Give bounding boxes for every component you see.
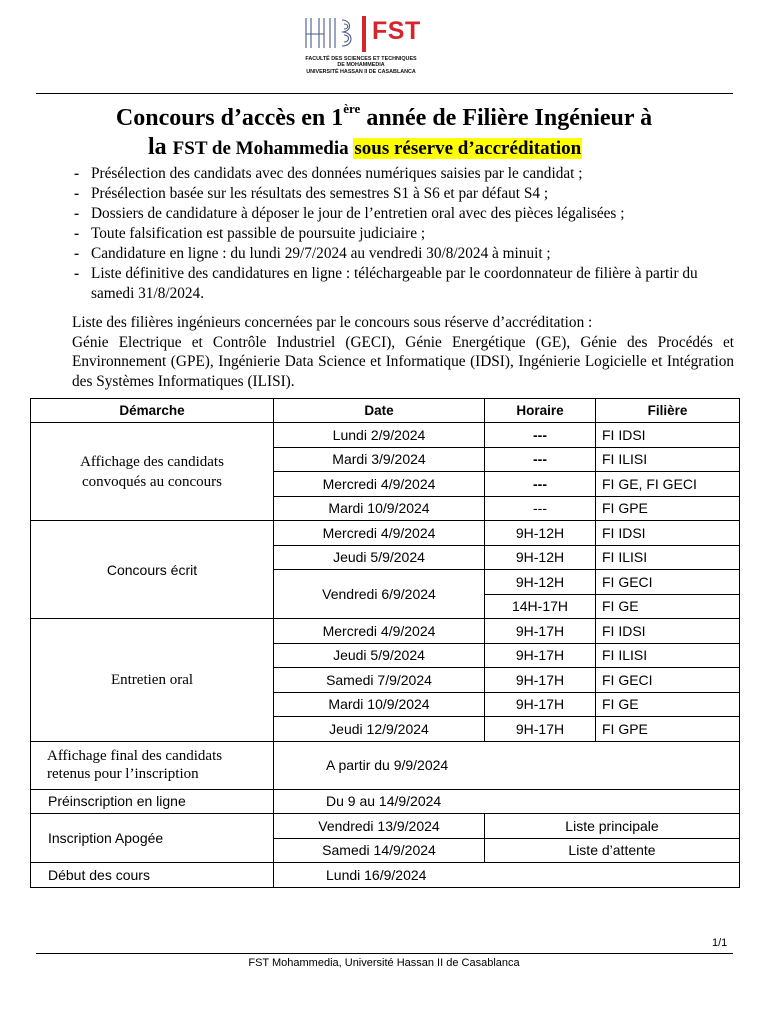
column-header: Démarche	[31, 399, 274, 423]
list-item: - Toute falsification est passible de poursuite judiciaire ;	[72, 224, 734, 244]
date-cell: Lundi 16/9/2024	[274, 863, 740, 888]
program-cell: FI IDSI	[596, 521, 740, 546]
step-label: Affichage des candidats convoqués au concours	[31, 423, 274, 521]
date-cell: Jeudi 5/9/2024	[274, 545, 485, 570]
step-label: Début des cours	[31, 863, 274, 888]
concerned-list: Génie Electrique et Contrôle Industriel (GECI), Génie Energétique (GE), Génie des Procédés et Environnement (GPE), Ingénierie Data Science et Informatique (IDSI), Ingénierie Logicielle et Intégration des Systèmes Informatiques (ILISI).	[72, 333, 734, 390]
fst-logo	[298, 12, 428, 76]
footer-divider	[36, 953, 733, 954]
list-item: - Présélection basée sur les résultats des semestres S1 à S6 et par défaut S4 ;	[72, 184, 734, 204]
table-row	[31, 814, 740, 839]
step-label: Préinscription en ligne	[31, 789, 274, 814]
schedule-table	[30, 398, 740, 888]
logo-fst-text: FST	[372, 17, 421, 45]
table-row	[31, 423, 740, 448]
program-cell: FI GE	[596, 594, 740, 619]
program-cell: FI GECI	[596, 668, 740, 693]
title-text: Concours d’accès en 1	[115, 105, 344, 131]
time-cell: ---	[485, 496, 596, 521]
title-highlight: sous réserve d’accréditation	[354, 138, 582, 159]
logo-caption-line: FACULTÉ DES SCIENCES ET TECHNIQUES	[305, 56, 417, 62]
time-cell: 9H-12H	[485, 545, 596, 570]
date-cell: Du 9 au 14/9/2024	[274, 789, 740, 814]
column-header: Horaire	[485, 399, 596, 423]
title-text: la	[148, 134, 173, 160]
table-header-row	[31, 399, 740, 423]
footer-text: FST Mohammedia, Université Hassan II de Casablanca	[248, 957, 520, 969]
list-item: - Candidature en ligne : du lundi 29/7/2024 au vendredi 30/8/2024 à minuit ;	[72, 244, 734, 264]
page-title-line-2	[148, 134, 582, 161]
time-cell: ---	[485, 472, 596, 497]
title-text: année de Filière Ingénieur à	[360, 105, 653, 131]
date-cell: Samedi 14/9/2024	[274, 838, 485, 863]
concerned-programs	[72, 313, 734, 391]
program-cell: FI ILISI	[596, 447, 740, 472]
table-row	[31, 521, 740, 546]
time-cell: ---	[485, 447, 596, 472]
time-cell: 9H-17H	[485, 619, 596, 644]
column-header: Filière	[596, 399, 740, 423]
step-label: Entretien oral	[31, 619, 274, 742]
page-title-line-1	[0, 101, 768, 132]
logo-caption	[298, 56, 424, 75]
list-type-cell: Liste d’attente	[485, 838, 740, 863]
table-row	[31, 863, 740, 888]
program-cell: FI GECI	[596, 570, 740, 595]
program-cell: FI IDSI	[596, 423, 740, 448]
date-cell: Mardi 3/9/2024	[274, 447, 485, 472]
date-cell: Vendredi 6/9/2024	[274, 570, 485, 619]
date-cell: Mercredi 4/9/2024	[274, 472, 485, 497]
time-cell: 9H-12H	[485, 570, 596, 595]
concerned-intro: Liste des filières ingénieurs concernées par le concours sous réserve d’accréditation :	[72, 314, 593, 331]
list-item: - Dossiers de candidature à déposer le jour de l’entretien oral avec des pièces légalisées ;	[72, 204, 734, 224]
university-emblem-icon	[302, 14, 356, 54]
date-cell: A partir du 9/9/2024	[274, 741, 740, 789]
program-cell: FI ILISI	[596, 643, 740, 668]
program-cell: FI IDSI	[596, 619, 740, 644]
logo-divider	[362, 16, 366, 52]
time-cell: 14H-17H	[485, 594, 596, 619]
list-item: - Liste définitive des candidatures en ligne : téléchargeable par le coordonnateur de filière à partir du samedi 31/8/2024.	[72, 264, 734, 304]
table-row	[31, 789, 740, 814]
time-cell: 9H-17H	[485, 643, 596, 668]
title-superscript: ère	[343, 101, 361, 116]
date-cell: Mardi 10/9/2024	[274, 496, 485, 521]
table-row	[31, 741, 740, 789]
column-header: Date	[274, 399, 485, 423]
date-cell: Mercredi 4/9/2024	[274, 619, 485, 644]
program-cell: FI GPE	[596, 717, 740, 742]
list-item: - Présélection des candidats avec des données numériques saisies par le candidat ;	[72, 164, 734, 184]
time-cell: 9H-17H	[485, 692, 596, 717]
date-cell: Jeudi 12/9/2024	[274, 717, 485, 742]
page-number: 1/1	[712, 937, 728, 949]
program-cell: FI GPE	[596, 496, 740, 521]
program-cell: FI GE	[596, 692, 740, 717]
step-label: Inscription Apogée	[31, 814, 274, 863]
date-cell: Vendredi 13/9/2024	[274, 814, 485, 839]
info-bullet-list	[72, 164, 734, 304]
date-cell: Mercredi 4/9/2024	[274, 521, 485, 546]
step-label: Concours écrit	[31, 521, 274, 619]
program-cell: FI ILISI	[596, 545, 740, 570]
date-cell: Mardi 10/9/2024	[274, 692, 485, 717]
program-cell: FI GE, FI GECI	[596, 472, 740, 497]
logo-caption-line: DE MOHAMMEDIA	[337, 62, 385, 69]
time-cell: 9H-12H	[485, 521, 596, 546]
logo-caption-line: UNIVERSITÉ HASSAN II DE CASABLANCA	[306, 68, 416, 75]
table-row	[31, 619, 740, 644]
date-cell: Lundi 2/9/2024	[274, 423, 485, 448]
list-type-cell: Liste principale	[485, 814, 740, 839]
step-label: Affichage final des candidats retenus pour l’inscription	[31, 741, 274, 789]
time-cell: 9H-17H	[485, 668, 596, 693]
time-cell: 9H-17H	[485, 717, 596, 742]
date-cell: Samedi 7/9/2024	[274, 668, 485, 693]
time-cell: ---	[485, 423, 596, 448]
title-text: FST de Mohammedia	[172, 138, 354, 159]
date-cell: Jeudi 5/9/2024	[274, 643, 485, 668]
header-divider	[36, 93, 733, 94]
